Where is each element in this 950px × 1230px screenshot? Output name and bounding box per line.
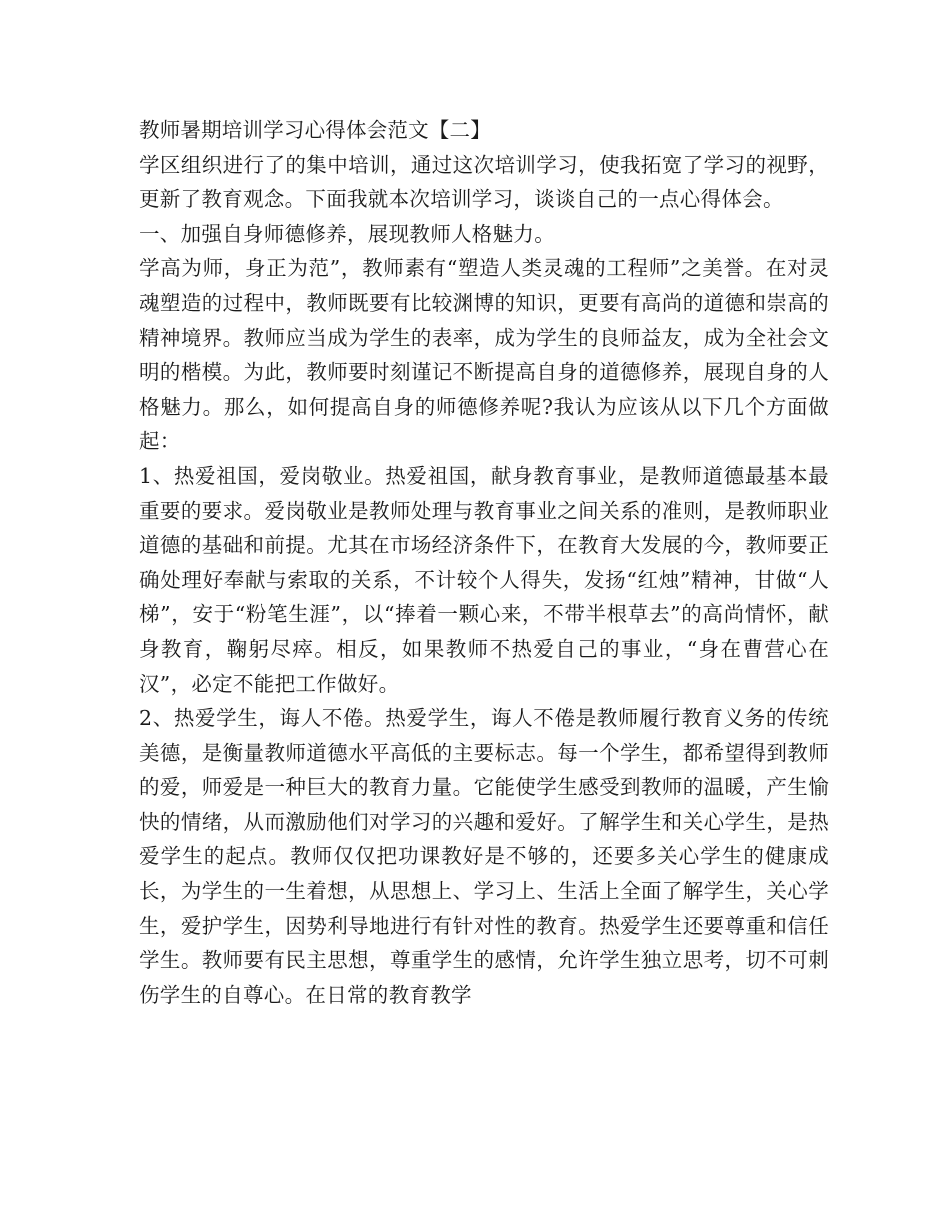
section-heading-1: 一、加强自身师德修养，展现教师人格魅力。	[139, 221, 555, 246]
paragraph-section-1: 学高为师，身正为范”，教师素有“塑造人类灵魂的工程师”之美誉。在对灵魂塑造的过程中，教师既要有比较渊博的知识，更要有高尚的道德和崇高的精神境界。教师应当成为学生的表率，成为学生的良师益友，成为全社会文明的楷模。为此，教师要时刻谨记不断提高自身的道德修养，展现自身的人格魅力。那么，如何提高自身的师德修养呢?我认为应该从以下几个方面做起：	[139, 256, 829, 454]
paragraph-intro: 学区组织进行了的集中培训，通过这次培训学习，使我拓宽了学习的视野，更新了教育观念。下面我就本次培训学习，谈谈自己的一点心得体会。	[139, 152, 829, 212]
document-title: 教师暑期培训学习心得体会范文【二】	[139, 118, 491, 142]
document-page	[139, 113, 829, 1012]
paragraph-point-1: 1、热爱祖国，爱岗敬业。热爱祖国，献身教育事业，是教师道德最基本最重要的要求。爱岗敬业是教师处理与教育事业之间关系的准则，是教师职业道德的基础和前提。尤其在市场经济条件下，在教育大发展的今，教师要正确处理好奉献与索取的关系，不计较个人得失，发扬“红烛”精神，甘做“人梯”，安于“粉笔生涯”，以“捧着一颗心来，不带半根草去”的高尚情怀，献身教育，鞠躬尽瘁。相反，如果教师不热爱自己的事业，“身在曹营心在汉”，必定不能把工作做好。	[139, 463, 829, 696]
paragraph-point-2: 2、热爱学生，诲人不倦。热爱学生，诲人不倦是教师履行教育义务的传统美德，是衡量教师道德水平高低的主要标志。每一个学生，都希望得到教师的爱，师爱是一种巨大的教育力量。它能使学生感受到教师的温暖，产生愉快的情绪，从而激励他们对学习的兴趣和爱好。了解学生和关心学生，是热爱学生的起点。教师仅仅把功课教好是不够的，还要多关心学生的健康成长，为学生的一生着想，从思想上、学习上、生活上全面了解学生，关心学生，爱护学生，因势利导地进行有针对性的教育。热爱学生还要尊重和信任学生。教师要有民主思想，尊重学生的感情，允许学生独立思考，切不可刺伤学生的自尊心。在日常的教育教学	[139, 706, 829, 1007]
